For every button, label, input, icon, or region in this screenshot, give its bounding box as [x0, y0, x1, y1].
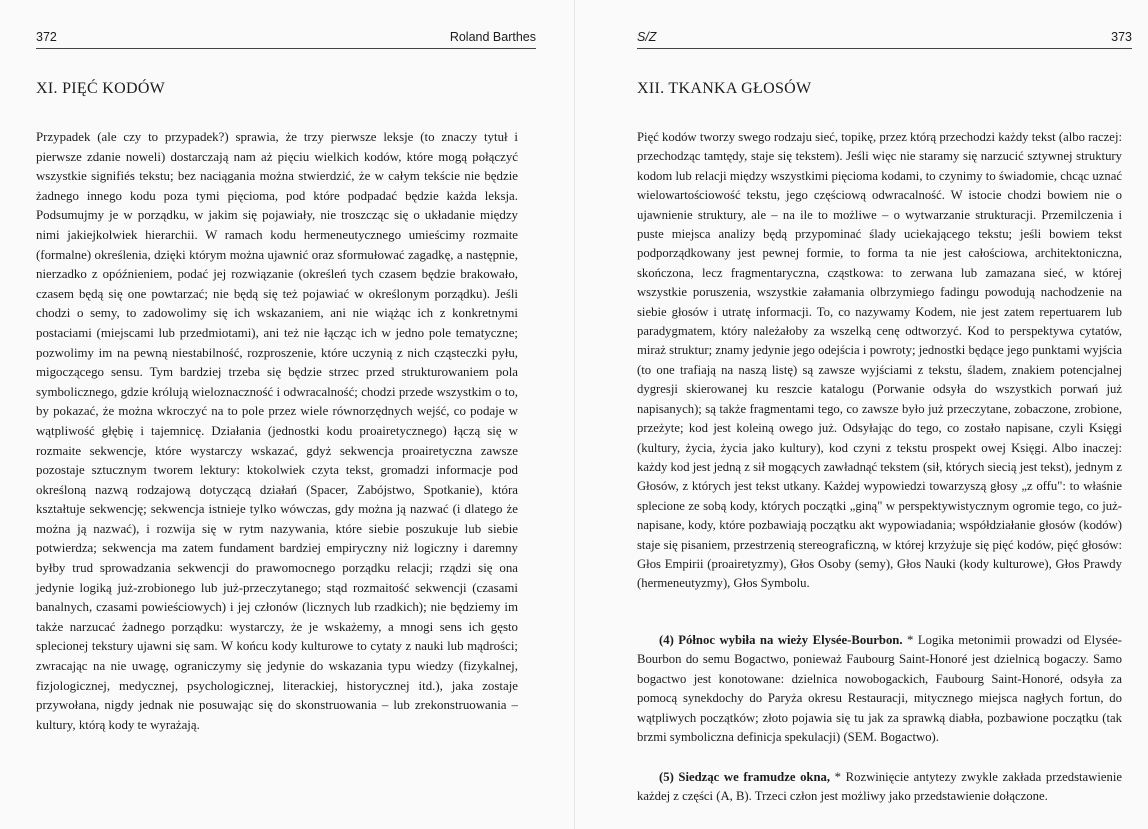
right-running-head — [612, 30, 1132, 48]
lexia-note-4-quote: (4) Północ wybiła na wieży Elysée-Bourbon. — [659, 633, 903, 647]
left-page — [36, 0, 536, 829]
left-page-number: 372 — [36, 30, 57, 44]
page-gutter — [574, 0, 575, 829]
right-body-text: Pięć kodów tworzy swego rodzaju sieć, topikę, przez którą przechodzi każdy tekst (albo raczej: przechodząc tamtędy, staje się tekstem). Jeśli więc nie staramy się narzucić sztywnej struktury kodom lub relacji między wszystkimi pięcioma kodami, to czynimy to świadomie, chcąc uznać wielowartościowość tekstu, jego częściową odwracalność. W istocie chodzi bowiem nie o ujawnienie struktury, ale – na ile to możliwe – o wytwarzanie strukturacji. Przemilczenia i puste miejsca analizy będą przypominać ślady uciekającego tekstu; jeśli bowiem tekst podporządkowany jest pewnej formie, to forma ta nie jest całościowa, architektoniczna, skończona, lecz fragmentaryczna, cząstkowa: to zerwana lub zamazana sieć, w której wszystkie poruszenia, wszystkie załamania olbrzymiego fadingu powodują nachodzenie na siebie głosów i utratę informacji. To, co nazywamy Kodem, nie jest zatem repertuarem lub paradygmatem, który należałoby za wszelką cenę odtworzyć. Kod to perspektywa cytatów, miraż struktur; znamy jedynie jego odejścia i powroty; jednostki będące jego punktami wyjścia (to one trafiają na naszą listę) są zawsze wyjściami z tekstu, śladem, znakiem potencjalnej dygresji skierowanej ku reszcie katalogu (Porwanie odsyła do wszystkich porwań już napisanych); są także fragmentami tego, co zawsze było już przeczytane, zobaczone, zrobione, przeżyte; kod jest koleiną owego już. Odsyłając do tego, co zostało napisane, czyli Księgi (kultury, życia, życia jako kultury), kod czyni z tekstu prospekt owej Księgi. Albo inaczej: każdy kod jest jedną z sił mogących zawładnąć tekstem (sił, których siecią jest tekst), jednym z Głosów, z których jest tekst utkany. Każdej wypowiedzi towarzyszą głosy „z offu": to właśnie splecione ze sobą kody, których początki „giną" w perspektywistycznym ogromie tego, co już-napisane, kody, które pozbawiają początku akt wypowiadania; współdziałanie głosów (kodów) staje się pisaniem, przestrzenią stereograficzną, w której krzyżuje się pięć kodów, pięć głosów: Głos Empirii (proairetyzmy), Głos Osoby (semy), Głos Nauki (kody kulturowe), Głos Prawdy (hermeneutyzmy), Głos Symbolu. — [637, 130, 1122, 591]
left-body-text: Przypadek (ale czy to przypadek?) sprawia, że trzy pierwsze leksje (to znaczy tytuł i pierwsze zdanie noweli) dostarczają nam aż pięciu wielkich kodów, które mogą połączyć wszystkie signifiés tekstu; bez naciągania można stwierdzić, że w całym tekście nie będzie żadnego innego kodu poza tymi pięcioma, pod które podpadać będzie każda leksja. Podsumujmy je w porządku, w jakim się pojawiały, nie troszcząc się o układanie między nimi jakiejkolwiek hierarchii. W ramach kodu hermeneutycznego umieścimy rozmaite (formalne) określenia, dzięki którym można ujawnić oraz sformułować zagadkę, a następnie, nierzadko z opóźnieniem, podać jej rozwiązanie (określeń tych czasem będzie brakowało, czasem będą się one powtarzać; nie będą się też pojawiać w określonym porządku). Jeśli chodzi o semy, to zadowolimy się ich wskazaniem, ani nie wiążąc ich z konkretnymi postaciami (miejscami lub przedmiotami), ani też nie łącząc ich w jedno pole tematyczne; pozwolimy im na pewną niestabilność, rozproszenie, które uczynią z nich cząsteczki pyłu, migoczącego sensu. Tym bardziej trzeba się będzie strzec przed strukturowaniem pola symbolicznego, gdzie królują wieloznaczność i odwracalność; chodzi przede wszystkim o to, by pokazać, że można wkroczyć na to pole przez wiele równorzędnych wejść, co podaje w wątpliwość głębię i tajemnicę. Działania (jednostki kodu proairetycznego) łączą się w rozmaite sekwencje, które wystarczy wskazać, gdyż sekwencja proairetyczna zawsze pozostaje sztucznym tworem lektury: ktokolwiek czyta tekst, gromadzi informacje pod określoną nazwą rodzajową dotyczącą działań (Spacer, Zabójstwo, Spotkanie), która kształtuje sekwencję; sekwencja istnieje tylko wówczas, gdy można ją nazwać (i dlatego że można ją nazwać), i rozwija się w rytm nazywania, które siebie poszukuje lub siebie potwierdza; sekwencja ma zatem fundament bardziej empiryczny niż logiczny i daremny byłby trud sprowadzania sekwencji do prawomocnego porządku relacji; rządzi się ona jedynie logiką już-zrobionego lub już-przeczytanego; stąd rozmaitość sekwencji (czasami banalnych, czasami powieściowych) i jej członów (licznych lub rzadkich); nie będziemy im także narzucać żadnego porządku: wystarczy, że je wskażemy, a mnogi sens ich gęsto splecionej tekstury ujawni się sam. W końcu kody kulturowe to cytaty z nauki lub mądrości; zwracając na nie uwagę, ograniczymy się jedynie do wskazania typu wiedzy (fizykalnej, fizjologicznej, medycznej, psychologicznej, literackiej, historycznej itd.), jaka zostaje przywołana, nigdy jednak nie posuwając się do skonstruowania – lub zrekonstruowania – kultury, którą kody te wyrażają. — [36, 130, 518, 732]
right-page-number: 373 — [1111, 30, 1132, 44]
lexia-note-5-quote: (5) Siedząc we framudze okna, — [659, 770, 831, 784]
lexia-note-4-comment: * Logika metonimii prowadzi od Elysée-Bourbon do semu Bogactwo, ponieważ Faubourg Saint-Honoré jest dzielnicą bogaczy. Samo bogactwo jest konotowane: dzielnica nowobogackich, Faubourg Saint-Honoré, odsyła za pomocą synekdochy do Paryża okresu Restauracji, mitycznego miejsca nagłych fortun, do wątpliwych początków; złoto pojawia się tu jak za sprawką diabła, pozbawione początku (tak brzmi symboliczna definicja spekulacji) (SEM. Bogactwo). — [637, 633, 1122, 745]
right-header-rule — [637, 48, 1132, 49]
lexia-note-5 — [637, 768, 1122, 807]
right-chapter-title: XII. TKANKA GŁOSÓW — [637, 80, 812, 97]
lexia-note-5-comment: * Rozwinięcie antytezy zwykle zakłada przedstawienie każdej z części (A, B). Trzeci człon jest możliwy jako przedstawienie dołączone. — [637, 770, 1122, 804]
left-running-head — [36, 30, 536, 48]
left-running-title: Roland Barthes — [449, 30, 536, 44]
lexia-note-4 — [637, 631, 1122, 747]
left-header-rule — [36, 48, 536, 49]
left-chapter-title: XI. PIĘĆ KODÓW — [36, 80, 166, 97]
right-running-title: S/Z — [637, 30, 657, 44]
